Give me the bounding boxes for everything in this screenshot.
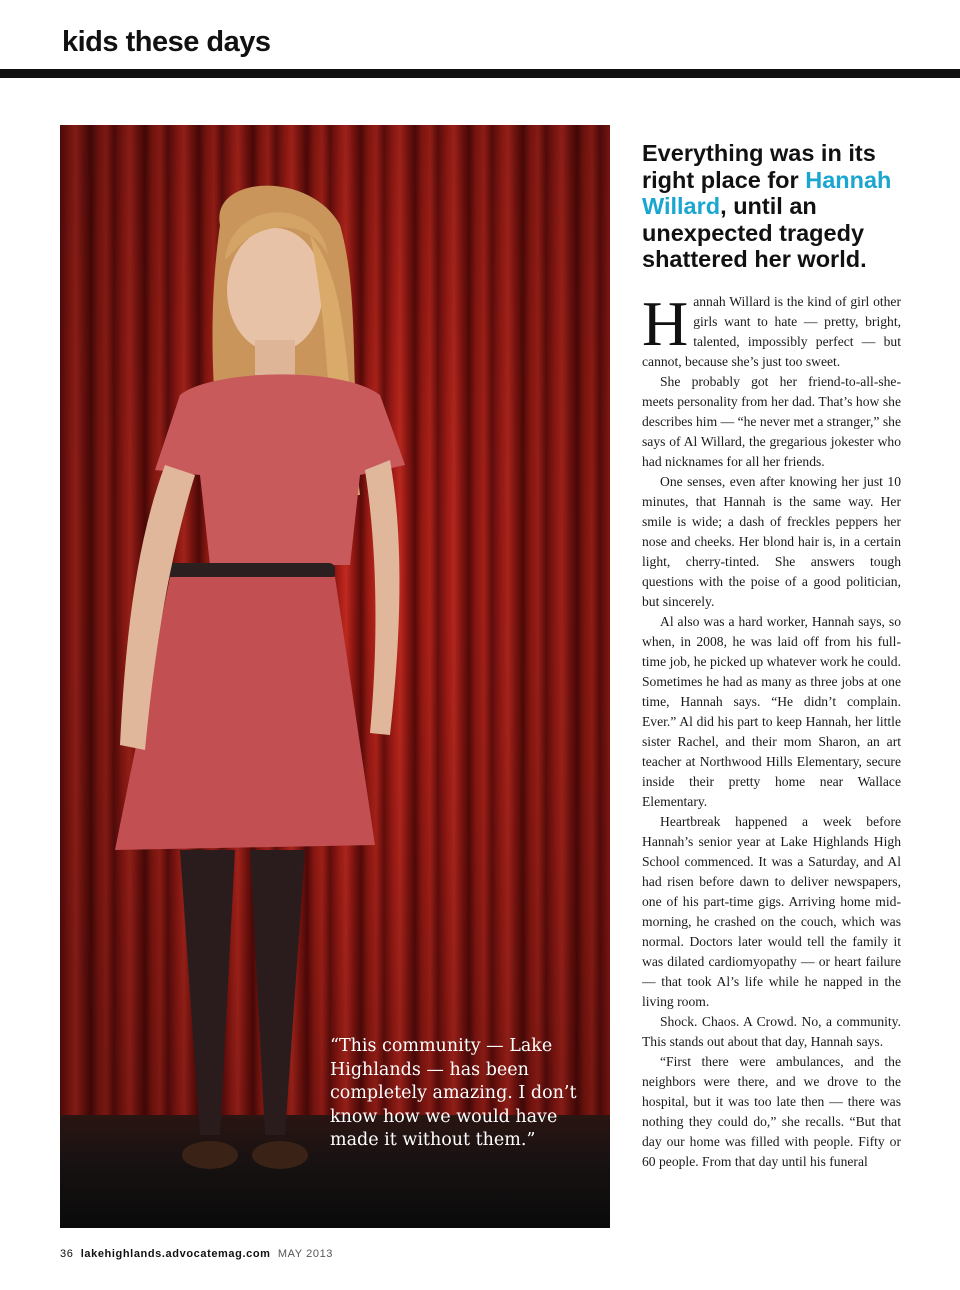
page-number: 36	[60, 1248, 74, 1260]
paragraph-6: Shock. Chaos. A Crowd. No, a community. This stands out about that day, Hannah says.	[642, 1014, 901, 1049]
headline-part1: Everything was in its right place for	[642, 140, 876, 193]
article-body	[642, 288, 901, 1172]
page-footer	[60, 1248, 333, 1260]
paragraph-1-text: annah Willard is the kind of girl other girls want to hate — pretty, bright, talented, impossibly perfect — but cannot, because she’s just too sweet.	[642, 294, 901, 369]
paragraph-2: She probably got her friend-to-all-she-meets personality from her dad. That’s how she describes him — “he never met a stranger,” she says of Al Willard, the gregarious jokester who had nicknames for all her friends.	[642, 374, 901, 469]
footer-issue-date: MAY 2013	[277, 1248, 334, 1260]
headline-part2: , until an unexpected tragedy shattered her world.	[642, 193, 867, 272]
drop-cap: H	[642, 288, 689, 359]
paragraph-1	[642, 288, 901, 372]
pull-quote: “This community — Lake Highlands — has been completely amazing. I don’t know how we would have made it without them.”	[330, 1036, 577, 1150]
portrait-photo	[60, 125, 610, 1228]
article-headline	[642, 140, 917, 273]
footer-site: lakehighlands.advocatemag.com	[80, 1248, 271, 1260]
paragraph-3: One senses, even after knowing her just 10 minutes, that Hannah is the same way. Her smile is wide; a dash of freckles peppers her nose and cheeks. Her blond hair is, in a certain light, cherry-tinted. She answers tough questions with the poise of a good politician, but sincerely.	[642, 474, 901, 609]
paragraph-5: Heartbreak happened a week before Hannah’s senior year at Lake Highlands High School commenced. It was a Saturday, and Al had risen before dawn to deliver newspapers, one of his part-time gigs. Arriving home mid-morning, he crashed on the couch, which was normal. Doctors later would tell the family it was dilated cardiomyopathy — or heart failure — that took Al’s life while he napped in the living room.	[642, 814, 901, 1009]
headline-highlight-name: Hannah Willard	[642, 166, 892, 219]
paragraph-7: “First there were ambulances, and the neighbors were there, and we drove to the hospital, but it was too late then — there was nothing they could do,” she recalls. “But that day our home was filled with people. Fifty or 60 people. From that day until his funeral	[642, 1054, 901, 1169]
section-title: kids these days	[62, 26, 271, 58]
header-rule	[0, 69, 960, 78]
paragraph-4: Al also was a hard worker, Hannah says, so when, in 2008, he was laid off from his full-time job, he picked up whatever work he could. Sometimes he had as many as three jobs at one time, Hannah says. “He didn’t complain. Ever.” Al did his part to keep Hannah, her little sister Rachel, and their mom Sharon, an art teacher at Northwood Hills Elementary, secure inside their pretty home near Wallace Elementary.	[642, 614, 901, 809]
